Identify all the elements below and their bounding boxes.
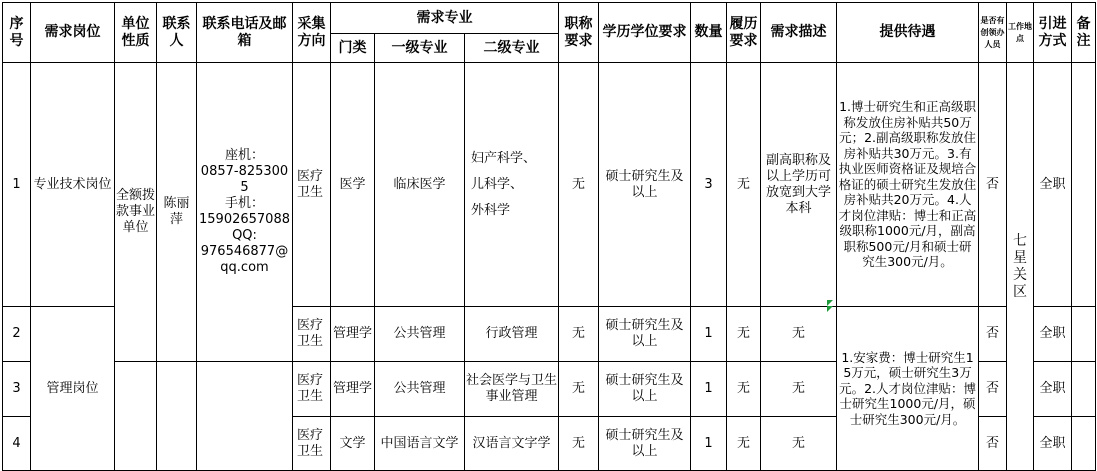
row-method: 全职 xyxy=(1034,307,1072,362)
row-level1: 公共管理 xyxy=(375,362,465,417)
benefits-cell-management: 1.安家费：博士研究生15万元，硕士研究生3万元。2.人才岗位津贴：博士研究生1000元/月，硕士研究生300元/月。 xyxy=(837,307,979,471)
landline-number: 0857-8253005 xyxy=(200,164,289,195)
header-position: 需求岗位 xyxy=(31,3,115,63)
cell-marker-icon xyxy=(827,306,833,312)
row-seq: 3 xyxy=(3,362,31,417)
contact-info-cell-continued xyxy=(197,362,293,471)
mobile-number: 15902657088 xyxy=(199,212,290,227)
row-degree-req: 硕士研究生及以上 xyxy=(599,362,691,417)
row-degree-req: 硕士研究生及以上 xyxy=(599,417,691,471)
row-establishment: 否 xyxy=(979,362,1007,417)
row-description: 副高职称及以上学历可放宽到大学本科 xyxy=(761,63,837,307)
row-resume-req: 无 xyxy=(727,362,761,417)
row-method: 全职 xyxy=(1034,362,1072,417)
row-position: 专业技术岗位 xyxy=(31,63,115,307)
row-resume-req: 无 xyxy=(727,307,761,362)
row-degree-req: 硕士研究生及以上 xyxy=(599,63,691,307)
row-description: 无 xyxy=(761,362,837,417)
header-major: 需求专业 xyxy=(331,3,559,34)
row-establishment: 否 xyxy=(979,417,1007,471)
contact-cell: 陈丽萍 xyxy=(157,63,197,362)
contact-info-cell xyxy=(197,63,293,362)
header-degree-req: 学历学位要求 xyxy=(599,3,691,63)
row-degree-req: 硕士研究生及以上 xyxy=(599,307,691,362)
row-establishment: 否 xyxy=(979,307,1007,362)
table-row xyxy=(3,63,1096,307)
row-category: 管理学 xyxy=(331,362,375,417)
row-title-req: 无 xyxy=(559,417,599,471)
row-category: 医学 xyxy=(331,63,375,307)
row-direction: 医疗卫生 xyxy=(293,63,331,307)
row-quantity: 1 xyxy=(691,362,727,417)
row-seq: 4 xyxy=(3,417,31,471)
row-level1: 公共管理 xyxy=(375,307,465,362)
header-title-req: 职称要求 xyxy=(559,3,599,63)
mobile-label: 手机： xyxy=(224,196,264,211)
header-level1: 一级专业 xyxy=(375,34,465,63)
qq-label: QQ: xyxy=(232,228,257,243)
qq-email: 976546877@qq.com xyxy=(200,244,289,275)
header-quantity: 数量 xyxy=(691,3,727,63)
contact-cell-continued xyxy=(157,362,197,471)
row-level2: 汉语言文字学 xyxy=(465,417,559,471)
row-quantity: 1 xyxy=(691,307,727,362)
landline-label: 座机： xyxy=(224,148,264,163)
row-seq: 1 xyxy=(3,63,31,307)
header-seq: 序号 xyxy=(3,3,31,63)
header-contact: 联系人 xyxy=(157,3,197,63)
unit-nature-cell-continued xyxy=(115,362,157,471)
row-category: 文学 xyxy=(331,417,375,471)
row-remark xyxy=(1072,63,1096,307)
row-title-req: 无 xyxy=(559,307,599,362)
header-category: 门类 xyxy=(331,34,375,63)
header-establishment: 是否有创领办人员 xyxy=(979,3,1007,63)
row-level2: 行政管理 xyxy=(465,307,559,362)
row-description: 无 xyxy=(761,307,837,362)
row-establishment: 否 xyxy=(979,63,1007,307)
header-method: 引进方式 xyxy=(1034,3,1072,63)
level2-item: 儿科学、 xyxy=(471,176,524,192)
row-title-req: 无 xyxy=(559,362,599,417)
header-row-1 xyxy=(3,3,1096,34)
location-cell: 七星关区 xyxy=(1007,63,1034,471)
row-seq: 2 xyxy=(3,307,31,362)
row-quantity: 1 xyxy=(691,417,727,471)
header-direction: 采集方向 xyxy=(293,3,331,63)
row-level2 xyxy=(465,63,559,307)
row-method: 全职 xyxy=(1034,63,1072,307)
row-title-req: 无 xyxy=(559,63,599,307)
row-resume-req: 无 xyxy=(727,417,761,471)
row-quantity: 3 xyxy=(691,63,727,307)
header-benefits: 提供待遇 xyxy=(837,3,979,63)
row-method: 全职 xyxy=(1034,417,1072,471)
row-direction: 医疗卫生 xyxy=(293,362,331,417)
row-remark xyxy=(1072,362,1096,417)
header-level2: 二级专业 xyxy=(465,34,559,63)
unit-nature-cell: 全额拨款事业单位 xyxy=(115,63,157,362)
row-level2: 社会医学与卫生事业管理 xyxy=(465,362,559,417)
row-description: 无 xyxy=(761,417,837,471)
row-remark xyxy=(1072,417,1096,471)
header-unit-nature: 单位性质 xyxy=(115,3,157,63)
row-resume-req: 无 xyxy=(727,63,761,307)
header-location: 工作地点 xyxy=(1007,3,1034,63)
row-remark xyxy=(1072,307,1096,362)
row-category: 管理学 xyxy=(331,307,375,362)
header-resume-req: 履历要求 xyxy=(727,3,761,63)
level2-item: 外科学 xyxy=(471,202,511,218)
position-cell-management: 管理岗位 xyxy=(31,307,115,471)
header-phone-email: 联系电话及邮箱 xyxy=(197,3,293,63)
row-direction: 医疗卫生 xyxy=(293,307,331,362)
header-description: 需求描述 xyxy=(761,3,837,63)
level2-item: 妇产科学、 xyxy=(471,150,537,166)
row-benefits: 1.博士研究生和正高级职称发放住房补贴共50万元；2.副高级职称发放住房补贴共30万元。3.有执业医师资格证及规培合格证的硕士研究生发放住房补贴共20万元。4.人才岗位津贴：博士和正高级职称1000元/月，副高职称500元/月和硕士研究生300元/月。 xyxy=(837,63,979,307)
row-direction: 医疗卫生 xyxy=(293,417,331,471)
row-level1: 中国语言文学 xyxy=(375,417,465,471)
header-remark: 备注 xyxy=(1072,3,1096,63)
row-level1: 临床医学 xyxy=(375,63,465,307)
recruitment-table xyxy=(2,2,1096,471)
